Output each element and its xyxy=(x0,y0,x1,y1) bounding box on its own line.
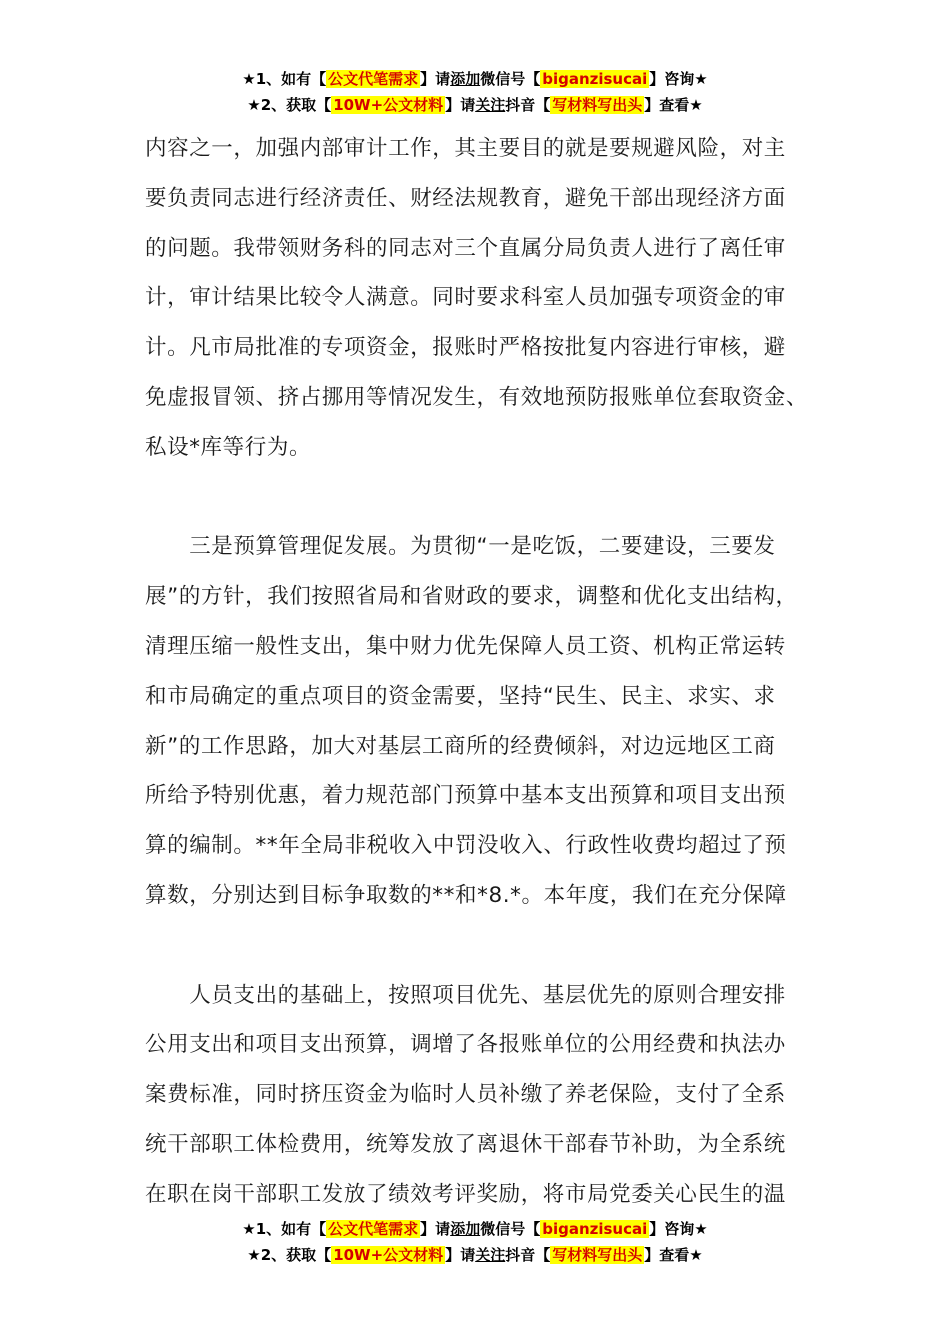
text-line: 计。凡市局批准的专项资金，报账时严格按批复内容进行审核，避 xyxy=(145,335,786,361)
banner-underline-text: 添加 xyxy=(450,70,481,88)
banner-text: 】查看★ xyxy=(644,1246,703,1264)
banner-text: 】请 xyxy=(420,1220,451,1238)
banner-text: ★1、如有【 xyxy=(242,1220,327,1238)
banner-text: 】请 xyxy=(445,1246,476,1264)
banner-underline-text: 关注 xyxy=(475,1246,506,1264)
text-line: 清理压缩一般性支出，集中财力优先保障人员工资、机构正常运转 xyxy=(145,633,786,659)
text-line: 在职在岗干部职工发放了绩效考评奖励，将市局党委关心民生的温 xyxy=(145,1181,786,1207)
document-body xyxy=(145,124,835,1220)
footer-banner xyxy=(0,1216,950,1268)
banner-highlight: 10W+公文材料 xyxy=(333,96,444,114)
banner-text: 抖音【 xyxy=(505,1246,551,1264)
text-line: 统干部职工体检费用，统筹发放了离退休干部春节补助，为全系统 xyxy=(145,1131,786,1157)
text-line: 私设*库等行为。 xyxy=(145,434,312,460)
banner-highlight: biganzisucai xyxy=(542,1220,648,1238)
text-line: 免虚报冒领、挤占挪用等情况发生，有效地预防报账单位套取资金、 xyxy=(145,384,809,410)
text-line: 展”的方针，我们按照省局和省财政的要求，调整和优化支出结构， xyxy=(145,584,798,610)
banner-highlight: 公文代笔需求 xyxy=(328,70,419,88)
banner-line-1 xyxy=(0,66,950,92)
banner-text: 微信号【 xyxy=(480,70,541,88)
banner-text: 抖音【 xyxy=(505,96,551,114)
banner-text: 】咨询★ xyxy=(649,1220,708,1238)
banner-text: 】请 xyxy=(445,96,476,114)
text-line: 内容之一，加强内部审计工作，其主要目的就是要规避风险，对主 xyxy=(145,136,786,161)
banner-text: ★1、如有【 xyxy=(242,70,327,88)
banner-text: 】咨询★ xyxy=(649,70,708,88)
banner-text: 】查看★ xyxy=(644,96,703,114)
text-line: 计，审计结果比较令人满意。同时要求科室人员加强专项资金的审 xyxy=(145,285,786,311)
paragraph-1 xyxy=(145,124,835,473)
banner-line-2 xyxy=(0,1242,950,1268)
banner-text: ★2、获取【 xyxy=(247,1246,332,1264)
paragraph-3 xyxy=(145,971,835,1220)
text-line: 公用支出和项目支出预算，调增了各报账单位的公用经费和执法办 xyxy=(145,1032,786,1058)
text-line: 新”的工作思路，加大对基层工商所的经费倾斜，对边远地区工商 xyxy=(145,733,776,759)
banner-underline-text: 添加 xyxy=(450,1220,481,1238)
banner-highlight: 写材料写出头 xyxy=(552,1246,643,1264)
banner-highlight: biganzisucai xyxy=(542,70,648,88)
text-line: 和市局确定的重点项目的资金需要，坚持“民生、民主、求实、求 xyxy=(145,683,776,709)
text-line: 所给予特别优惠，着力规范部门预算中基本支出预算和项目支出预 xyxy=(145,783,786,809)
banner-highlight: 写材料写出头 xyxy=(552,96,643,114)
banner-highlight: 10W+公文材料 xyxy=(333,1246,444,1264)
banner-text: 】请 xyxy=(420,70,451,88)
header-banner xyxy=(0,66,950,118)
text-line: 人员支出的基础上，按照项目优先、基层优先的原则合理安排 xyxy=(145,982,786,1008)
text-line: 三是预算管理促发展。为贯彻“一是吃饭，二要建设，三要发 xyxy=(145,534,776,560)
banner-underline-text: 关注 xyxy=(475,96,506,114)
banner-text: ★2、获取【 xyxy=(247,96,332,114)
banner-line-2 xyxy=(0,92,950,118)
paragraph-2 xyxy=(145,522,835,920)
text-line: 案费标准，同时挤压资金为临时人员补缴了养老保险，支付了全系 xyxy=(145,1082,786,1108)
text-line: 的问题。我带领财务科的同志对三个直属分局负责人进行了离任审 xyxy=(145,235,786,261)
text-line: 算的编制。**年全局非税收入中罚没收入、行政性收费均超过了预 xyxy=(145,833,787,859)
banner-line-1 xyxy=(0,1216,950,1242)
banner-text: 微信号【 xyxy=(480,1220,541,1238)
banner-highlight: 公文代笔需求 xyxy=(328,1220,419,1238)
text-line: 要负责同志进行经济责任、财经法规教育，避免干部出现经济方面 xyxy=(145,185,786,211)
text-line: 算数，分别达到目标争取数的**和*8.*。本年度，我们在充分保障 xyxy=(145,882,787,908)
